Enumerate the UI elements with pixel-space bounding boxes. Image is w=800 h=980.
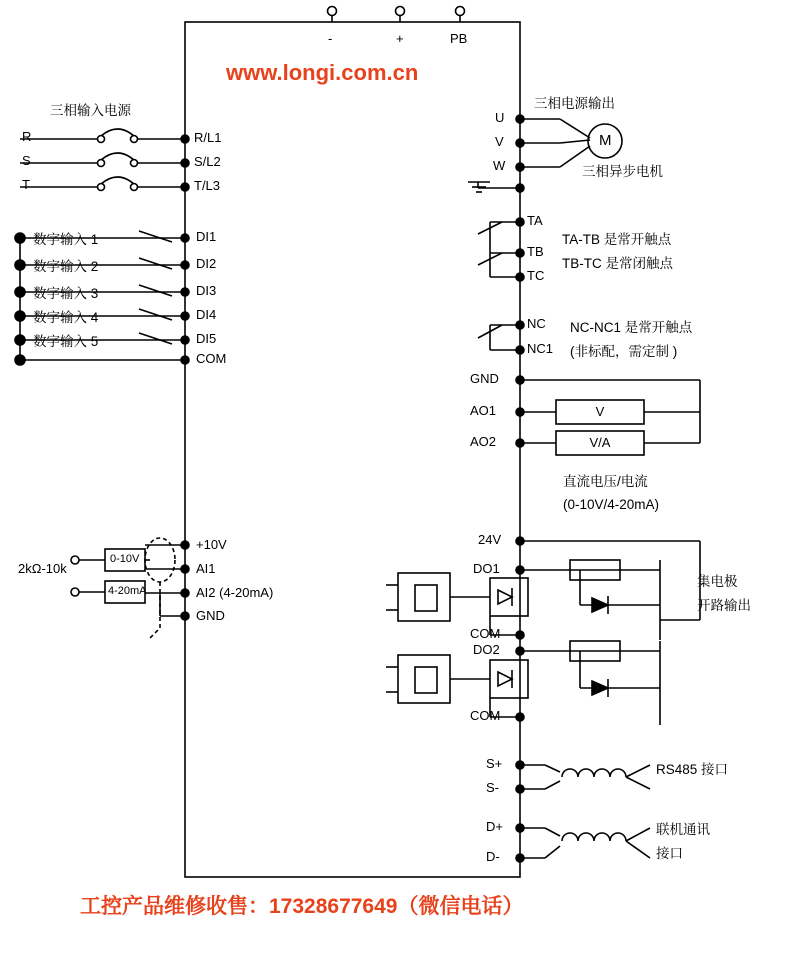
terminal-ta: TA <box>527 213 543 228</box>
terminal-u: U <box>495 110 505 125</box>
terminal-d-plus: D+ <box>486 819 503 834</box>
terminal-ao1: AO1 <box>470 403 497 418</box>
terminal-tc: TC <box>527 268 545 283</box>
motor-symbol: M <box>599 132 612 149</box>
terminal-com-do1: COM <box>470 626 501 641</box>
terminal-s-plus: S+ <box>486 756 503 771</box>
terminal-gnd-analog-in: GND <box>196 608 225 623</box>
phase-r-label: R <box>22 129 32 144</box>
digital-input-4-label: 数字输入 4 <box>33 310 99 325</box>
terminal-s-minus: S- <box>486 780 499 795</box>
terminal-di3: DI3 <box>196 283 217 298</box>
terminal-nc1: NC1 <box>527 341 554 356</box>
terminal-ai2: AI2 (4-20mA) <box>196 585 274 600</box>
terminal-gnd-analog-out: GND <box>470 371 499 386</box>
terminal-plus10v: +10V <box>196 537 227 552</box>
relay2-note-1: NC-NC1 是常开触点 <box>570 320 693 335</box>
three-phase-input-title: 三相输入电源 <box>50 103 131 118</box>
phase-s-label: S <box>22 153 31 168</box>
terminal-com-di: COM <box>196 351 227 366</box>
range-4-20ma-label: 4-20mA <box>108 585 147 597</box>
meter-v-label: V <box>595 404 605 419</box>
terminal-plus: + <box>396 31 404 46</box>
watermark-url: www.longi.com.cn <box>226 60 419 85</box>
terminal-nc: NC <box>527 316 546 331</box>
terminal-ai1: AI1 <box>196 561 216 576</box>
terminal-pb: PB <box>450 31 468 46</box>
digital-out-note-2: 开路输出 <box>697 598 751 613</box>
terminal-di2: DI2 <box>196 256 217 271</box>
relay1-note-2: TB-TC 是常闭触点 <box>562 256 673 271</box>
terminal-w: W <box>493 158 506 173</box>
terminal-com-do2: COM <box>470 708 501 723</box>
comm-link-label-1: 联机通讯 <box>656 822 710 837</box>
terminal-do1: DO1 <box>473 561 500 576</box>
terminal-ao2: AO2 <box>470 434 497 449</box>
meter-va-label: V/A <box>589 435 611 450</box>
analog-out-note-1: 直流电压/电流 <box>563 474 648 489</box>
phase-t-label: T <box>22 177 30 192</box>
relay2-note-2: (非标配，需定制 ) <box>570 344 678 359</box>
digital-out-note-1: 集电极 <box>697 574 738 589</box>
terminal-v: V <box>495 134 504 149</box>
comm-link-label-2: 接口 <box>656 846 683 861</box>
terminal-di5: DI5 <box>196 331 217 346</box>
potentiometer-label: 2kΩ-10k <box>18 561 67 576</box>
analog-out-note-2: (0-10V/4-20mA) <box>563 497 660 512</box>
rs485-label: RS485 接口 <box>656 762 729 777</box>
terminal-d-minus: D- <box>486 849 500 864</box>
digital-input-2-label: 数字输入 2 <box>33 259 99 274</box>
digital-input-3-label: 数字输入 3 <box>33 286 99 301</box>
range-0-10v-label: 0-10V <box>110 553 140 565</box>
digital-input-5-label: 数字输入 5 <box>33 334 99 349</box>
three-phase-output-title: 三相电源输出 <box>534 96 615 111</box>
terminal-di1: DI1 <box>196 229 217 244</box>
drive-body <box>185 22 520 877</box>
footer-contact: 工控产品维修收售：17328677649（微信电话） <box>80 895 524 918</box>
terminal-24v: 24V <box>478 532 502 547</box>
terminal-tl3: T/L3 <box>194 178 221 193</box>
motor-caption: 三相异步电机 <box>582 164 663 179</box>
terminal-tb: TB <box>527 244 544 259</box>
relay1-note-1: TA-TB 是常开触点 <box>562 232 672 247</box>
terminal-do2: DO2 <box>473 642 500 657</box>
terminal-di4: DI4 <box>196 307 217 322</box>
digital-input-1-label: 数字输入 1 <box>33 232 99 247</box>
terminal-rl1: R/L1 <box>194 130 222 145</box>
terminal-sl2: S/L2 <box>194 154 221 169</box>
terminal-minus: - <box>328 31 333 46</box>
